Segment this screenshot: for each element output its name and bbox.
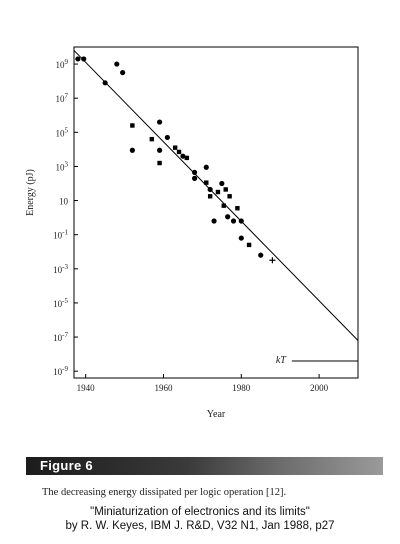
y-tick-label [56,160,69,172]
citation [0,505,400,533]
data-point-circle [192,170,197,175]
x-axis [77,374,329,393]
data-point-square [185,156,189,160]
citation-source: by R. W. Keyes, IBM J. R&D, V32 N1, Jan 1988, p27 [65,520,335,532]
y-tick-exponent: 5 [64,126,68,135]
y-tick-label [59,197,69,207]
y-axis-title: Energy (pJ) [25,169,36,216]
y-tick-label [56,92,69,104]
data-point-square [150,137,154,141]
y-tick-label [56,58,69,70]
data-point-circle [114,61,119,66]
data-point-circle [239,218,244,223]
x-tick-label: 2000 [310,383,329,393]
y-tick-base: 10 [55,60,65,71]
data-point-circle [120,70,125,75]
y-tick-base: 10 [59,196,68,207]
data-point-circle [192,176,197,181]
trend-line [74,50,358,340]
y-tick-exponent: 9 [64,58,68,67]
data-point-plus [269,257,275,263]
data-point-square [224,187,228,191]
y-tick-exponent: -1 [62,228,68,237]
figure-label: Figure 6 [40,458,93,473]
y-tick-base: 10 [53,264,63,275]
data-point-circle [157,119,162,124]
y-tick-base: 10 [55,162,65,173]
y-tick-base: 10 [53,298,63,309]
y-tick-label [53,331,68,343]
y-tick-label [56,126,69,138]
kt-label: kT [275,354,286,366]
x-tick-label: 1980 [232,383,251,393]
data-point-circle [239,235,244,240]
x-tick-label: 1960 [154,383,173,393]
y-tick-base: 10 [53,367,63,378]
data-points [75,56,275,263]
figure-banner [26,457,383,475]
data-point-square [204,180,208,184]
data-point-circle [258,253,263,258]
y-tick-label [53,297,68,309]
data-point-circle [225,214,230,219]
citation-title: "Miniaturization of electronics and its limits" [90,506,310,518]
figure-caption: The decreasing energy dissipated per logic operation [12]. [42,487,287,498]
data-point-square [222,203,226,207]
data-point-square [216,190,220,194]
data-point-square [157,161,161,165]
data-point-square [173,145,177,149]
data-point-square [130,123,134,127]
data-point-circle [75,56,80,61]
y-tick-label [53,263,68,275]
y-tick-base: 10 [53,333,63,344]
data-point-circle [130,148,135,153]
data-point-circle [103,80,108,85]
data-point-square [208,194,212,198]
data-point-circle [211,218,216,223]
y-tick-exponent: -3 [62,262,68,271]
plot-area [74,47,358,378]
data-point-circle [165,135,170,140]
data-point-circle [81,56,86,61]
data-point-circle [219,181,224,186]
data-point-square [235,206,239,210]
data-point-circle [231,218,236,223]
y-tick-base: 10 [55,128,65,139]
y-tick-base: 10 [55,94,65,105]
x-axis-title: Year [206,409,226,420]
data-point-circle [157,148,162,153]
y-tick-exponent: -5 [62,296,68,305]
data-point-square [177,150,181,154]
data-point-square [247,243,251,247]
y-tick-exponent: 3 [64,160,68,169]
y-tick-exponent: -7 [62,331,68,340]
data-point-square [227,194,231,198]
data-point-circle [208,187,213,192]
y-tick-label [53,229,68,241]
y-tick-exponent: -9 [62,365,68,374]
y-tick-label [53,365,68,377]
data-point-circle [204,165,209,170]
x-tick-label: 1940 [76,383,95,393]
y-tick-base: 10 [53,230,63,241]
y-tick-exponent: 7 [64,92,68,101]
